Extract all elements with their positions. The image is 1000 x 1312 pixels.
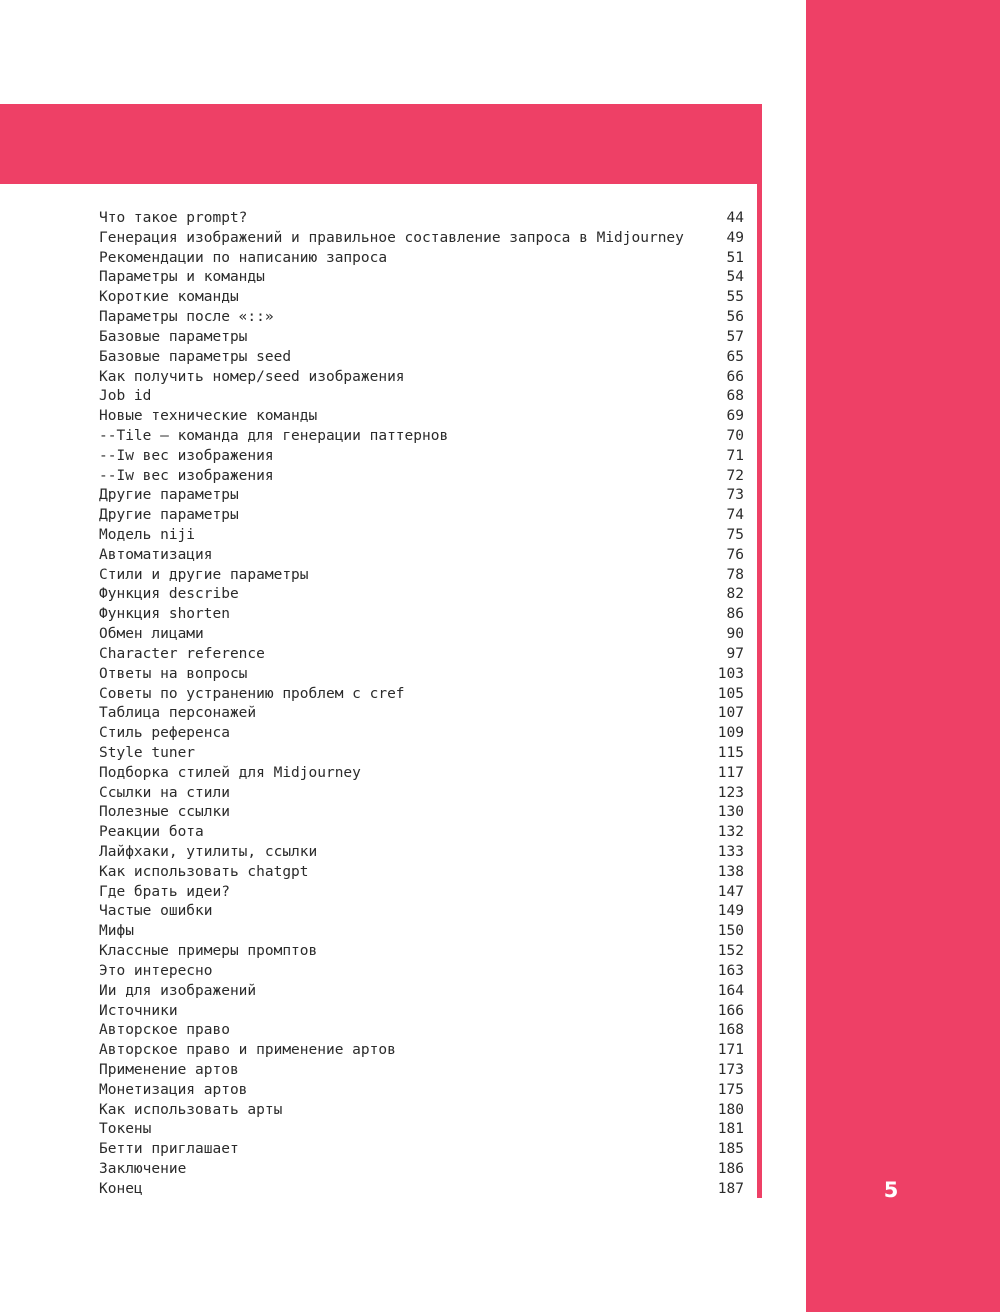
toc-entry-page: 186 — [717, 1161, 744, 1177]
toc-entry-page: 69 — [726, 408, 744, 425]
header-accent-band — [0, 104, 762, 184]
toc-entry-title: Это интересно — [99, 962, 213, 979]
toc-entry-page: 76 — [726, 546, 744, 563]
toc-entry-page: 65 — [726, 348, 744, 365]
toc-entry[interactable] — [99, 704, 744, 724]
toc-entry[interactable] — [99, 486, 744, 506]
toc-entry[interactable] — [99, 1002, 744, 1022]
toc-entry-title: Параметры после «::» — [99, 309, 274, 326]
toc-entry[interactable] — [99, 506, 744, 526]
toc-entry-title: Style tuner — [99, 744, 196, 761]
toc-entry-title: Реакции бота — [99, 824, 204, 841]
side-accent-band — [806, 0, 1000, 1312]
toc-entry[interactable] — [99, 1140, 744, 1160]
toc-entry-page: 175 — [717, 1081, 744, 1098]
toc-entry-title: Базовые параметры — [99, 328, 248, 345]
toc-entry-title: Автоматизация — [99, 546, 213, 563]
toc-entry-page: 132 — [717, 824, 744, 841]
toc-entry-page: 74 — [726, 507, 744, 524]
toc-entry-page: 138 — [717, 863, 744, 880]
toc-entry[interactable] — [99, 922, 744, 942]
toc-entry-page: 117 — [717, 764, 744, 781]
toc-entry-page: 57 — [726, 328, 744, 345]
table-of-contents — [99, 209, 744, 1200]
toc-entry[interactable] — [99, 526, 744, 546]
toc-entry[interactable] — [99, 784, 744, 804]
toc-entry[interactable] — [99, 368, 744, 388]
toc-entry-page: 103 — [717, 665, 744, 682]
toc-entry[interactable] — [99, 1120, 744, 1140]
toc-entry[interactable] — [99, 1180, 744, 1200]
toc-entry-title: Короткие команды — [99, 289, 239, 306]
toc-entry-title: Мифы — [99, 923, 134, 940]
toc-entry-title: Как получить номер/seed изображения — [99, 368, 405, 385]
toc-entry[interactable] — [99, 546, 744, 566]
toc-entry-page: 171 — [717, 1042, 744, 1059]
toc-entry-page: 180 — [717, 1101, 744, 1118]
toc-entry[interactable] — [99, 843, 744, 863]
toc-entry-page: 44 — [726, 210, 744, 226]
toc-entry-page: 56 — [726, 309, 744, 326]
toc-entry-title: Таблица персонажей — [99, 705, 257, 722]
toc-entry[interactable] — [99, 665, 744, 685]
toc-entry-page: 55 — [726, 289, 744, 306]
toc-entry[interactable] — [99, 605, 744, 625]
toc-entry-title: Ии для изображений — [99, 982, 257, 999]
toc-entry[interactable] — [99, 348, 744, 368]
toc-entry-title: Конец — [99, 1180, 143, 1197]
toc-entry[interactable] — [99, 268, 744, 288]
toc-entry-page: 150 — [717, 923, 744, 940]
toc-entry[interactable] — [99, 982, 744, 1002]
toc-entry-page: 152 — [717, 943, 744, 960]
toc-entry-title: Стили и другие параметры — [99, 566, 309, 583]
toc-entry[interactable] — [99, 764, 744, 784]
toc-entry[interactable] — [99, 685, 744, 705]
toc-entry-title: Авторское право — [99, 1022, 230, 1039]
toc-entry-title: Базовые параметры seed — [99, 348, 292, 365]
toc-entry-page: 68 — [726, 388, 744, 405]
toc-entry-page: 164 — [717, 982, 744, 999]
toc-entry-page: 185 — [717, 1141, 744, 1158]
toc-entry-page: 71 — [726, 447, 744, 464]
toc-entry-title: Авторское право и применение артов — [99, 1042, 396, 1059]
toc-entry-title: Стиль референса — [99, 725, 230, 742]
toc-entry[interactable] — [99, 1081, 744, 1101]
toc-entry[interactable] — [99, 823, 744, 843]
toc-entry[interactable] — [99, 645, 744, 665]
toc-entry-page: 78 — [726, 566, 744, 583]
toc-entry-page: 123 — [717, 784, 744, 801]
toc-entry-page: 66 — [726, 368, 744, 385]
toc-entry-title: Другие параметры — [99, 507, 239, 524]
toc-entry-title: Частые ошибки — [99, 903, 213, 920]
toc-entry[interactable] — [99, 942, 744, 962]
page-number: 5 — [883, 1178, 899, 1202]
toc-entry[interactable] — [99, 883, 744, 903]
toc-entry-title: Job id — [99, 388, 152, 405]
toc-entry-page: 54 — [726, 269, 744, 286]
toc-entry-page: 86 — [726, 606, 744, 623]
toc-entry-page: 49 — [726, 229, 744, 246]
toc-entry-title: Ответы на вопросы — [99, 665, 248, 682]
toc-entry[interactable] — [99, 1160, 744, 1180]
toc-entry-title: Лайфхаки, утилиты, ссылки — [99, 844, 318, 860]
toc-entry-title: Как использовать арты — [99, 1101, 283, 1118]
toc-entry[interactable] — [99, 328, 744, 348]
toc-entry-title: Токены — [99, 1121, 152, 1138]
toc-entry-title: Бетти приглашает — [99, 1141, 239, 1158]
toc-entry-page: 75 — [726, 527, 744, 543]
toc-entry-page: 107 — [717, 705, 744, 722]
toc-entry-page: 82 — [726, 586, 744, 603]
toc-entry-title: Источники — [99, 1002, 178, 1019]
toc-entry-page: 97 — [726, 645, 744, 662]
toc-entry-page: 166 — [717, 1002, 744, 1019]
toc-entry-title: Монетизация артов — [99, 1081, 248, 1098]
toc-entry-page: 147 — [717, 883, 744, 900]
toc-entry-page: 133 — [717, 844, 744, 860]
toc-entry[interactable] — [99, 962, 744, 982]
toc-entry-title: Где брать идеи? — [99, 883, 230, 900]
toc-entry[interactable] — [99, 308, 744, 328]
toc-entry-title: Параметры и команды — [99, 269, 265, 286]
content-right-rule — [757, 184, 762, 1198]
toc-entry[interactable] — [99, 1041, 744, 1061]
toc-entry[interactable] — [99, 427, 744, 447]
toc-entry-title: Генерация изображений и правильное составление запроса в Midjourney — [99, 229, 684, 246]
toc-entry[interactable] — [99, 209, 744, 229]
toc-entry[interactable] — [99, 467, 744, 487]
toc-entry-title: Character reference — [99, 645, 265, 662]
toc-entry[interactable] — [99, 566, 744, 586]
toc-entry[interactable] — [99, 863, 744, 883]
toc-entry-title: Функция describe — [99, 586, 239, 603]
toc-entry-page: 173 — [717, 1061, 744, 1078]
toc-entry[interactable] — [99, 625, 744, 645]
toc-entry-title: Что такое prompt? — [99, 210, 248, 226]
toc-entry-title: Заключение — [99, 1161, 187, 1177]
toc-entry-title: Классные примеры промптов — [99, 943, 318, 960]
toc-entry-title: --Iw вес изображения — [99, 447, 274, 464]
toc-entry[interactable] — [99, 1061, 744, 1081]
toc-entry-page: 149 — [717, 903, 744, 920]
toc-entry-title: Применение артов — [99, 1061, 239, 1078]
toc-entry-title: Как использовать chatgpt — [99, 863, 309, 880]
toc-entry[interactable] — [99, 387, 744, 407]
toc-entry[interactable] — [99, 585, 744, 605]
toc-entry[interactable] — [99, 249, 744, 269]
toc-entry[interactable] — [99, 724, 744, 744]
toc-entry-title: Рекомендации по написанию запроса — [99, 249, 388, 266]
toc-entry[interactable] — [99, 902, 744, 922]
toc-entry-page: 109 — [717, 725, 744, 742]
toc-entry-page: 181 — [717, 1121, 744, 1138]
toc-entry-page: 130 — [717, 804, 744, 821]
toc-entry[interactable] — [99, 229, 744, 249]
toc-entry-page: 168 — [717, 1022, 744, 1039]
toc-entry-title: Новые технические команды — [99, 408, 318, 425]
toc-entry-page: 72 — [726, 467, 744, 484]
toc-entry-title: Подборка стилей для Midjourney — [99, 764, 361, 781]
toc-entry-page: 115 — [717, 744, 744, 761]
toc-entry-title: Функция shorten — [99, 606, 230, 623]
toc-entry[interactable] — [99, 447, 744, 467]
toc-entry-title: Советы по устранению проблем с cref — [99, 685, 405, 702]
toc-entry[interactable] — [99, 1101, 744, 1121]
toc-entry[interactable] — [99, 288, 744, 308]
toc-entry-title: Обмен лицами — [99, 626, 204, 643]
toc-entry-title: --Iw вес изображения — [99, 467, 274, 484]
toc-entry[interactable] — [99, 407, 744, 427]
toc-entry-page: 70 — [726, 427, 744, 444]
toc-entry-page: 90 — [726, 626, 744, 643]
toc-entry-page: 105 — [717, 685, 744, 702]
toc-entry-title: Ссылки на стили — [99, 784, 230, 801]
toc-entry[interactable] — [99, 1021, 744, 1041]
toc-entry-page: 187 — [717, 1180, 744, 1197]
toc-entry[interactable] — [99, 803, 744, 823]
toc-entry-page: 51 — [726, 249, 744, 266]
toc-entry-title: Модель niji — [99, 527, 196, 543]
toc-entry-title: Полезные ссылки — [99, 804, 230, 821]
toc-entry-title: --Tile — команда для генерации паттернов — [99, 427, 449, 444]
toc-entry[interactable] — [99, 744, 744, 764]
toc-entry-title: Другие параметры — [99, 487, 239, 504]
toc-entry-page: 163 — [717, 962, 744, 979]
toc-entry-page: 73 — [726, 487, 744, 504]
